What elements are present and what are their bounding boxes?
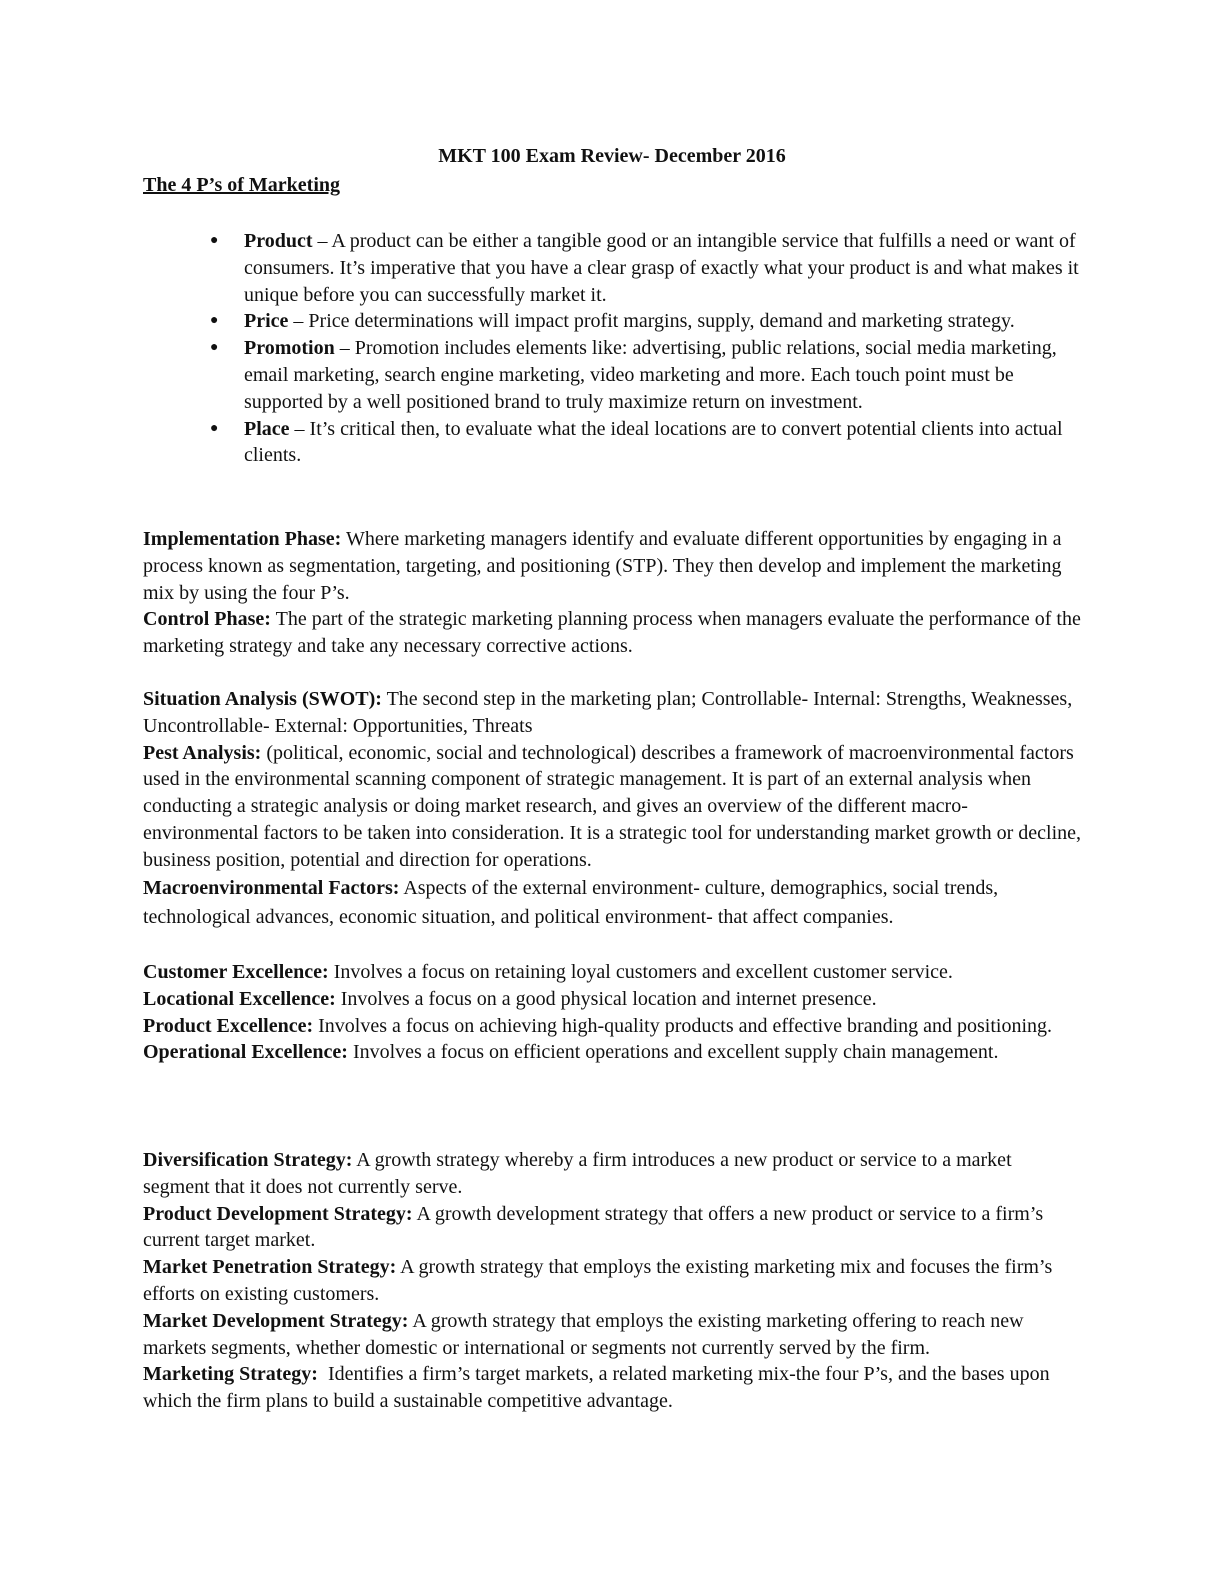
section-heading-4ps: The 4 P’s of Marketing [143,174,341,196]
definition: A growth development strategy that offers a new product or service to a firm’s current target market. [143,1202,1044,1252]
list-item: ● Promotion – Promotion includes elements like: advertising, public relations, social media marketing, email marketing, search engine marketing, video marketing and more. Each touch point must be supported by a well positioned brand to truly maximize return on investment. [210,337,1057,413]
term: Diversification Strategy: [143,1149,353,1171]
definition: It’s critical then, to evaluate what the ideal locations are to convert potential clients into actual clients. [244,417,1063,467]
list-item: ● Place – It’s critical then, to evaluate what the ideal locations are to convert potential clients into actual clients. [210,417,1063,467]
paragraph [143,606,1083,660]
paragraph [143,740,1083,874]
paragraph [143,1254,1083,1308]
analysis-block [143,686,1083,932]
paragraph [143,1308,1083,1362]
paragraph [143,1013,1083,1040]
definition: Price determinations will impact profit margins, supply, demand and marketing strategy. [308,310,1015,333]
term: Product [244,230,313,252]
definition: Involves a focus on a good physical location and internet presence. [335,987,877,1010]
definition: A growth strategy that employs the existing marketing mix and focuses the firm’s efforts on existing customers. [143,1256,1053,1305]
term: Customer Excellence: [143,961,329,983]
paragraph [143,959,1083,986]
definition: Identifies a firm’s target markets, a related marketing mix-the four P’s, and the bases upon which the firm plans to build a sustainable competitive advantage. [143,1363,1055,1413]
definition: Where marketing managers identify and evaluate different opportunities by engaging in a process known as segmentation, targeting, and positioning (STP). They then develop and implement the marketing mix by using the four P’s. [143,528,1062,604]
definition: A growth strategy that employs the existing marketing offering to reach new markets segments, whether domestic or international or segments not currently served by the firm. [143,1309,1024,1359]
term: Locational Excellence: [143,987,336,1010]
term: Control Phase: [143,608,271,631]
paragraph [143,1361,1083,1415]
term: Implementation Phase: [143,528,342,550]
four-ps-list [143,228,1083,469]
term: Product Development Strategy: [143,1202,413,1225]
bullet-icon: ● [210,233,219,248]
term: Operational Excellence: [143,1041,348,1064]
term: Market Penetration Strategy: [143,1256,397,1279]
definition: The second step in the marketing plan; Controllable- Internal: Strengths, Weaknesses, Uncontrollable- External: Opportunities, Threats [143,688,1073,737]
paragraph [143,1147,1083,1201]
bullet-icon: ● [210,313,219,329]
list-item: ● Price – Price determinations will impact profit margins, supply, demand and marketing strategy. [143,308,1083,335]
term: Macroenvironmental Factors: [143,876,400,899]
term: Promotion [244,337,335,360]
term: Situation Analysis (SWOT): [143,688,382,710]
definition: The part of the strategic marketing planning process when managers evaluate the performance of the marketing strategy and take any necessary corrective actions. [143,608,1081,658]
definition: Involves a focus on efficient operations and excellent supply chain management. [347,1041,999,1064]
bullet-icon: ● [210,420,219,436]
definition: (political, economic, social and technological) describes a framework of macroenvironmental factors used in the environmental scanning component of strategic management. It is part of an external analysis when conducting a strategic analysis or doing market research, and gives an overview of the different macro-environmental factors to be taken into consideration. It is a strategic tool for understanding market growth or decline, business position, potential and direction for operations. [143,741,1082,871]
bullet-icon: ● [210,340,219,356]
definition: Aspects of the external environment- culture, demographics, social trends, technological advances, economic situation, and political environment- that affect companies. [143,876,999,928]
paragraph [143,1201,1083,1255]
term: Market Development Strategy: [143,1309,409,1332]
list-item: ● Product – A product can be either a tangible good or an intangible service that fulfills a need or want of consumers. It’s imperative that you have a clear grasp of exactly what your product is and what makes it unique before you can successfully market it. [210,230,1079,306]
document-title: MKT 100 Exam Review- December 2016 [438,145,786,167]
excellence-block [143,959,1083,1066]
paragraph [143,1039,1083,1066]
paragraph [143,874,1083,932]
term: Marketing Strategy: [143,1363,318,1386]
term: Price [244,310,289,333]
paragraph [143,986,1083,1013]
term: Pest Analysis: [143,741,262,764]
definition: Involves a focus on achieving high-quality products and effective branding and positioning. [313,1014,1053,1037]
paragraph [143,686,1083,740]
definition: A growth strategy whereby a firm introduces a new product or service to a market segment that it does not currently serve. [143,1149,1012,1198]
term: Place [244,417,290,440]
term: Product Excellence: [143,1014,314,1037]
strategy-block [143,1147,1083,1415]
paragraph [143,526,1083,606]
planning-phases-block [143,526,1083,660]
definition: A product can be either a tangible good or an intangible service that fulfills a need or want of consumers. It’s imperative that you have a clear grasp of exactly what your product is and what makes it unique before you can successfully market it. [244,230,1079,306]
definition: Involves a focus on retaining loyal customers and excellent customer service. [328,961,953,983]
definition: Promotion includes elements like: advertising, public relations, social media marketing, email marketing, search engine marketing, video marketing and more. Each touch point must be supported by a well positioned brand to truly maximize return on investment. [244,337,1057,413]
